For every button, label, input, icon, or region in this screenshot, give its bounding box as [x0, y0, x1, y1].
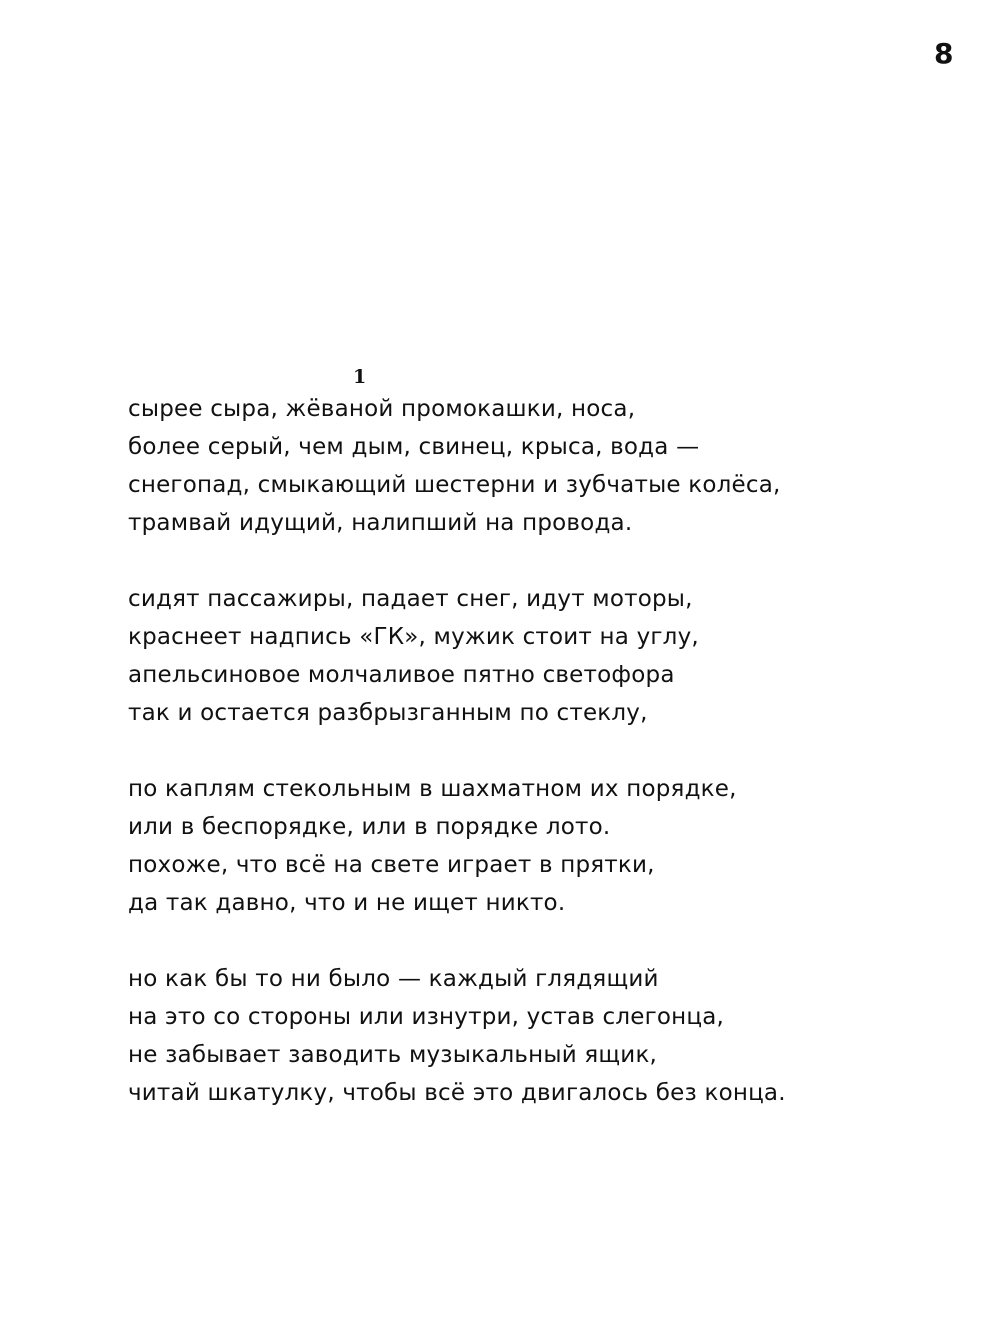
stanza-2	[128, 580, 948, 732]
stanza-1	[128, 390, 948, 542]
poem-line: да так давно, что и не ищет никто.	[128, 890, 566, 916]
poem-line: читай шкатулку, чтобы всё это двигалось без конца.	[128, 1080, 786, 1106]
poem	[128, 364, 948, 1112]
poem-number: 1	[353, 366, 367, 388]
poem-line: более серый, чем дым, свинец, крыса, вода —	[128, 434, 700, 460]
stanza-4	[128, 960, 948, 1112]
poem-line: трамвай идущий, налипший на провода.	[128, 510, 633, 536]
stanza-3	[128, 770, 948, 922]
poem-line: апельсиновое молчаливое пятно светофора	[128, 662, 675, 688]
poem-line: по каплям стекольным в шахматном их порядке,	[128, 776, 737, 802]
poem-line: на это со стороны или изнутри, устав слегонца,	[128, 1004, 725, 1030]
poem-line: не забывает заводить музыкальный ящик,	[128, 1042, 658, 1068]
poem-line: но как бы то ни было — каждый глядящий	[128, 966, 659, 992]
poem-line: краснеет надпись «ГК», мужик стоит на углу,	[128, 624, 699, 650]
poem-line: так и остается разбрызганным по стеклу,	[128, 700, 648, 726]
poem-line: сидят пассажиры, падает снег, идут моторы,	[128, 586, 693, 612]
poem-line: похоже, что всё на свете играет в прятки,	[128, 852, 655, 878]
poem-line: снегопад, смыкающий шестерни и зубчатые колёса,	[128, 472, 781, 498]
poem-line: или в беспорядке, или в порядке лото.	[128, 814, 611, 840]
poem-line: сырее сыра, жёваной промокашки, носа,	[128, 396, 636, 422]
page-number: 8	[934, 37, 954, 70]
